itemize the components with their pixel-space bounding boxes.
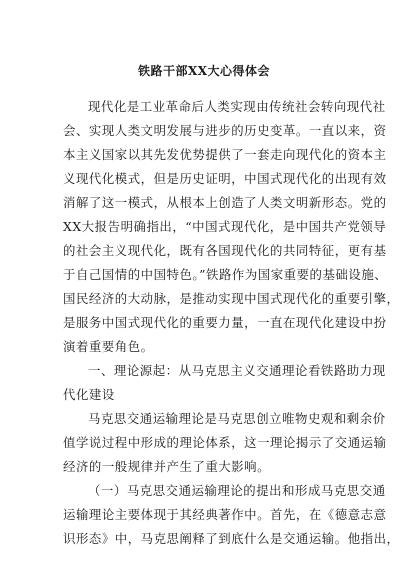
paragraph-line: 于自己国情的中国特色。”铁路作为国家重要的基础设施、 xyxy=(63,267,388,282)
section-heading-line: 一、理论源起：从马克思主义交通理论看铁路助力现 xyxy=(88,363,386,378)
paragraph-line: 国民经济的大动脉，是推动实现中国式现代化的重要引擎， xyxy=(63,291,400,306)
paragraph-line: 演着重要角色。 xyxy=(63,339,154,354)
paragraph-line: 马克思交通运输理论是马克思创立唯物史观和剩余价 xyxy=(88,411,386,426)
paragraph-line: 义现代化模式，但是历史证明，中国式现代化的出现有效 xyxy=(63,171,387,186)
paragraph-line: 本主义国家以其先发优势提供了一套走向现代化的资本主 xyxy=(63,147,387,162)
paragraph-line: 值学说过程中形成的理论体系，这一理论揭示了交通运输 xyxy=(63,435,387,450)
paragraph-line: 是服务中国式现代化的重要力量，一直在现代化建设中扮 xyxy=(63,315,387,330)
paragraph-line: XX大报告明确指出，“中国式现代化，是中国共产党领导 xyxy=(63,219,387,234)
section-heading-line: 代化建设 xyxy=(63,387,115,402)
paragraph-line: 的社会主义现代化，既有各国现代化的共同特征，更有基 xyxy=(63,243,387,258)
paragraph-line: 识形态》中，马克思阐释了到底什么是交通运输。他指出， xyxy=(63,531,400,546)
paragraph-line: 经济的一般规律并产生了重大影响。 xyxy=(63,459,271,474)
paragraph-line: 运输理论主要体现于其经典著作中。首先，在《德意志意 xyxy=(63,507,387,522)
paragraph-line: 现代化是工业革命后人类实现由传统社会转向现代社 xyxy=(88,99,386,114)
document-title: 铁路干部XX大心得体会 xyxy=(137,64,271,78)
paragraph-line: 会、实现人类文明发展与进步的历史变革。一直以来，资 xyxy=(63,123,387,138)
paragraph-line: 消解了这一模式，从根本上创造了人类文明新形态。党的 xyxy=(63,195,387,210)
paragraph-line: （一）马克思交通运输理论的提出和形成马克思交通 xyxy=(88,483,386,498)
